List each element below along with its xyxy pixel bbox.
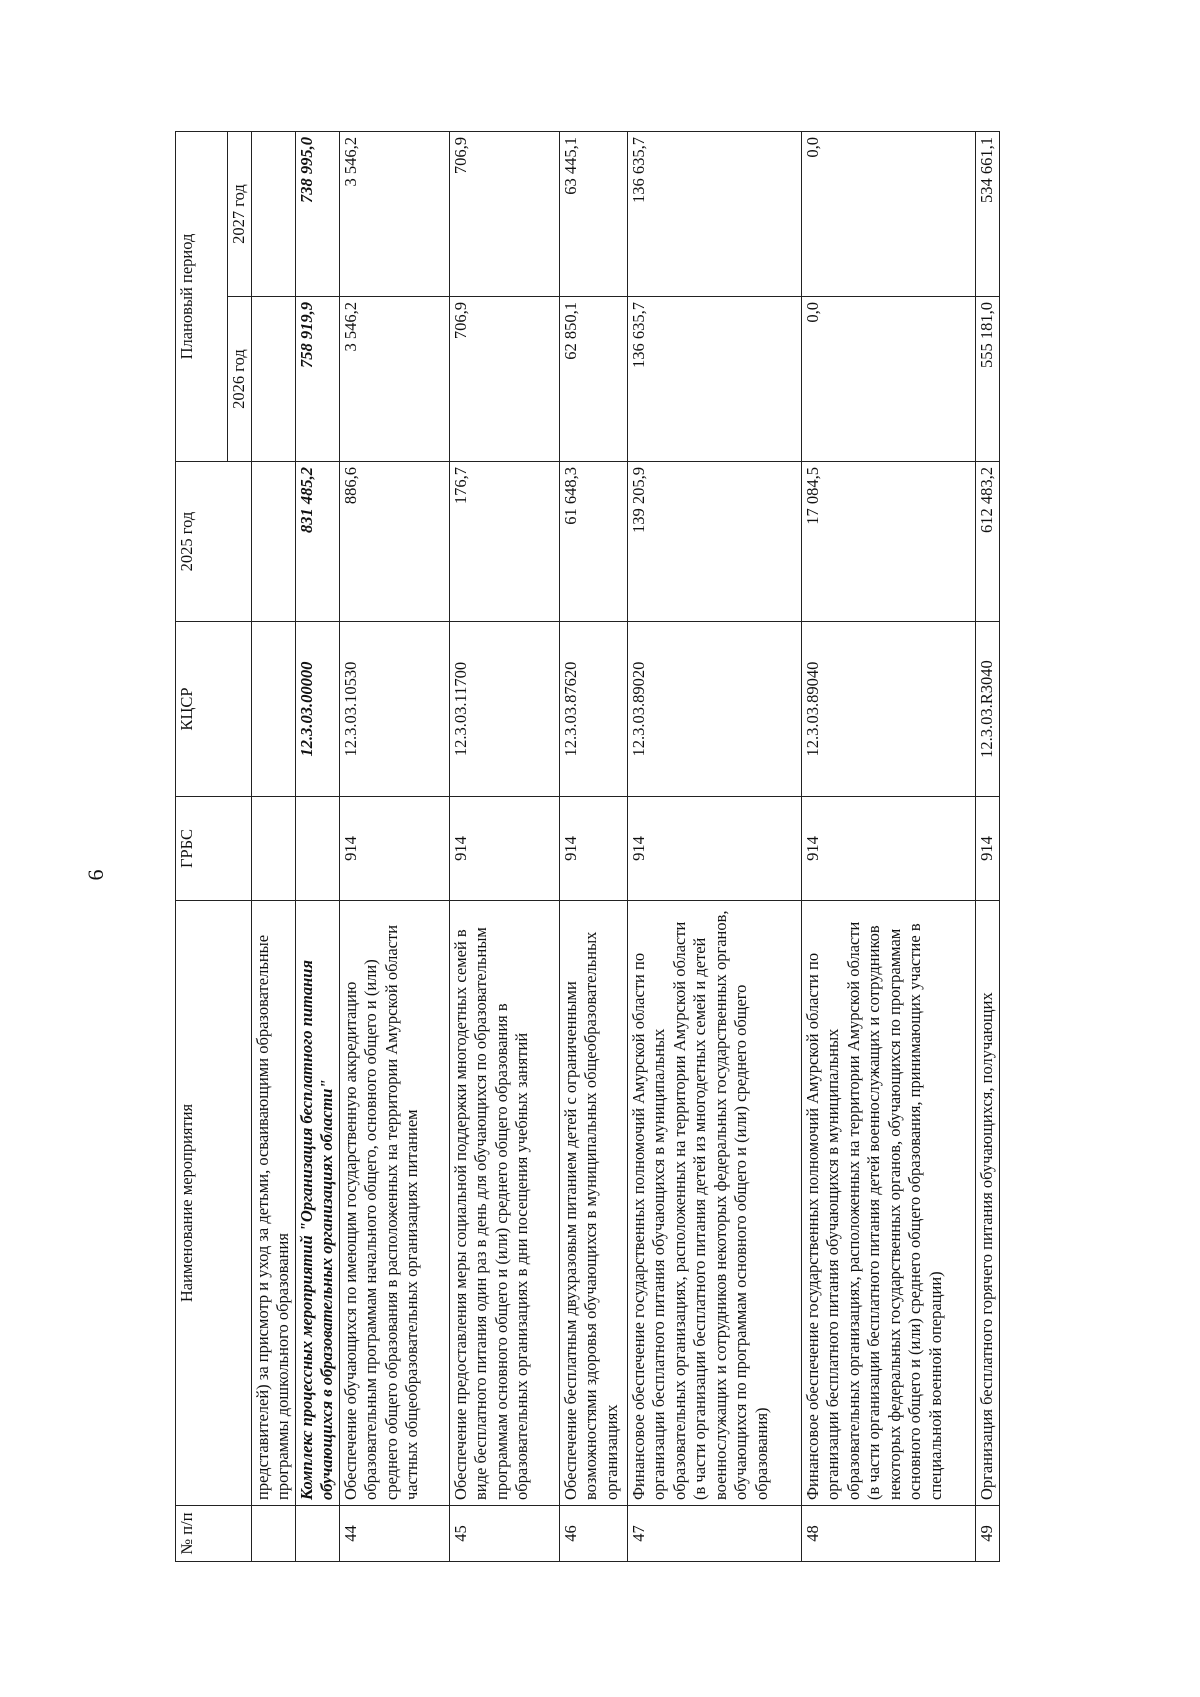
header-name: Наименование мероприятия bbox=[176, 901, 252, 1506]
row-grbs: 914 bbox=[449, 797, 559, 901]
row-num bbox=[251, 1506, 295, 1562]
row-name: представителей) за присмотр и уход за детьми, осваивающими образовательные программы дошкольного образования bbox=[251, 901, 295, 1506]
row-name: Комплекс процессных мероприятий "Организация бесплатного питания обучающихся в образовательных организациях области" bbox=[295, 901, 339, 1506]
row-2026: 758 919,9 bbox=[295, 297, 339, 462]
rotated-table-container bbox=[175, 132, 1081, 1562]
row-2026: 136 635,7 bbox=[627, 297, 801, 462]
table-row bbox=[251, 131, 295, 1561]
row-2025: 61 648,3 bbox=[559, 462, 627, 622]
header-num: № п/п bbox=[176, 1506, 252, 1562]
row-kcsr bbox=[251, 622, 295, 797]
row-name: Обеспечение бесплатным двухразовым питанием детей с ограниченными возможностями здоровья обучающихся в муниципальных общеобразовательных организациях bbox=[559, 901, 627, 1506]
row-grbs: 914 bbox=[559, 797, 627, 901]
row-grbs bbox=[251, 797, 295, 901]
row-name: Финансовое обеспечение государственных полномочий Амурской области по организации бесплатного питания обучающихся в муниципальных образовательных организациях, расположенных на территории Амурской области (в части организации бесплатного питания детей военнослужащих и сотрудников некоторых федеральных государственных органов, обучающихся по программам основного общего и (или) среднего общего образования, принимающих участие в специальной военной операции) bbox=[801, 901, 975, 1506]
page-number: 6 bbox=[83, 869, 108, 881]
table-row bbox=[339, 131, 449, 1561]
row-2027: 706,9 bbox=[449, 131, 559, 296]
row-2027: 3 546,2 bbox=[339, 131, 449, 296]
row-2027: 0,0 bbox=[801, 131, 975, 296]
row-2025: 17 084,5 bbox=[801, 462, 975, 622]
row-kcsr: 12.3.03.89020 bbox=[627, 622, 801, 797]
row-2027: 63 445,1 bbox=[559, 131, 627, 296]
row-name: Финансовое обеспечение государственных полномочий Амурской области по организации бесплатного питания обучающихся в муниципальных образовательных организациях, расположенных на территории Амурской области (в части организации бесплатного питания детей из многодетных семей и детей военнослужащих и сотрудников некоторых федеральных государственных органов, обучающихся по программам основного общего и (или) среднего общего образования) bbox=[627, 901, 801, 1506]
header-2027: 2027 год bbox=[228, 131, 252, 296]
header-2025: 2025 год bbox=[176, 462, 252, 622]
row-num: 49 bbox=[975, 1506, 999, 1562]
row-kcsr: 12.3.03.R3040 bbox=[975, 622, 999, 797]
row-num: 45 bbox=[449, 1506, 559, 1562]
row-2026: 3 546,2 bbox=[339, 297, 449, 462]
row-kcsr: 12.3.03.10530 bbox=[339, 622, 449, 797]
row-grbs: 914 bbox=[801, 797, 975, 901]
header-2026: 2026 год bbox=[228, 297, 252, 462]
header-kcsr: КЦСР bbox=[176, 622, 252, 797]
row-2026: 706,9 bbox=[449, 297, 559, 462]
row-2025: 176,7 bbox=[449, 462, 559, 622]
row-kcsr: 12.3.03.89040 bbox=[801, 622, 975, 797]
row-name: Обеспечение обучающихся по имеющим государственную аккредитацию образовательным программам начального общего, основного общего и (или) среднего общего образования в расположенных на территории Амурской области частных общеобразовательных организациях питанием bbox=[339, 901, 449, 1506]
row-2027: 738 995,0 bbox=[295, 131, 339, 296]
row-2025: 612 483,2 bbox=[975, 462, 999, 622]
row-2025: 886,6 bbox=[339, 462, 449, 622]
table-row bbox=[801, 131, 975, 1561]
table-row bbox=[975, 131, 999, 1561]
row-2026: 0,0 bbox=[801, 297, 975, 462]
row-2025 bbox=[251, 462, 295, 622]
row-kcsr: 12.3.03.87620 bbox=[559, 622, 627, 797]
table-row bbox=[627, 131, 801, 1561]
row-name: Обеспечение предоставления меры социальной поддержки многодетных семей в виде бесплатного питания один раз в день для обучающихся по образовательным программам основного общего и (или) среднего общего образования в образовательных организациях в дни посещения учебных занятий bbox=[449, 901, 559, 1506]
row-grbs: 914 bbox=[627, 797, 801, 901]
budget-table bbox=[175, 131, 1000, 1562]
row-2026: 555 181,0 bbox=[975, 297, 999, 462]
row-kcsr: 12.3.03.11700 bbox=[449, 622, 559, 797]
row-num: 47 bbox=[627, 1506, 801, 1562]
row-grbs: 914 bbox=[975, 797, 999, 901]
row-name: Организация бесплатного горячего питания обучающихся, получающих bbox=[975, 901, 999, 1506]
row-2025: 831 485,2 bbox=[295, 462, 339, 622]
row-2026: 62 850,1 bbox=[559, 297, 627, 462]
row-num: 44 bbox=[339, 1506, 449, 1562]
table-row bbox=[449, 131, 559, 1561]
header-planned-period: Плановый период bbox=[176, 131, 228, 461]
header-grbs: ГРБС bbox=[176, 797, 252, 901]
table-row-complex bbox=[295, 131, 339, 1561]
row-2026 bbox=[251, 297, 295, 462]
row-2027: 534 661,1 bbox=[975, 131, 999, 296]
row-grbs bbox=[295, 797, 339, 901]
row-grbs: 914 bbox=[339, 797, 449, 901]
row-num: 48 bbox=[801, 1506, 975, 1562]
row-2027 bbox=[251, 131, 295, 296]
row-kcsr: 12.3.03.00000 bbox=[295, 622, 339, 797]
table-row bbox=[559, 131, 627, 1561]
row-2025: 139 205,9 bbox=[627, 462, 801, 622]
row-num: 46 bbox=[559, 1506, 627, 1562]
row-num bbox=[295, 1506, 339, 1562]
row-2027: 136 635,7 bbox=[627, 131, 801, 296]
